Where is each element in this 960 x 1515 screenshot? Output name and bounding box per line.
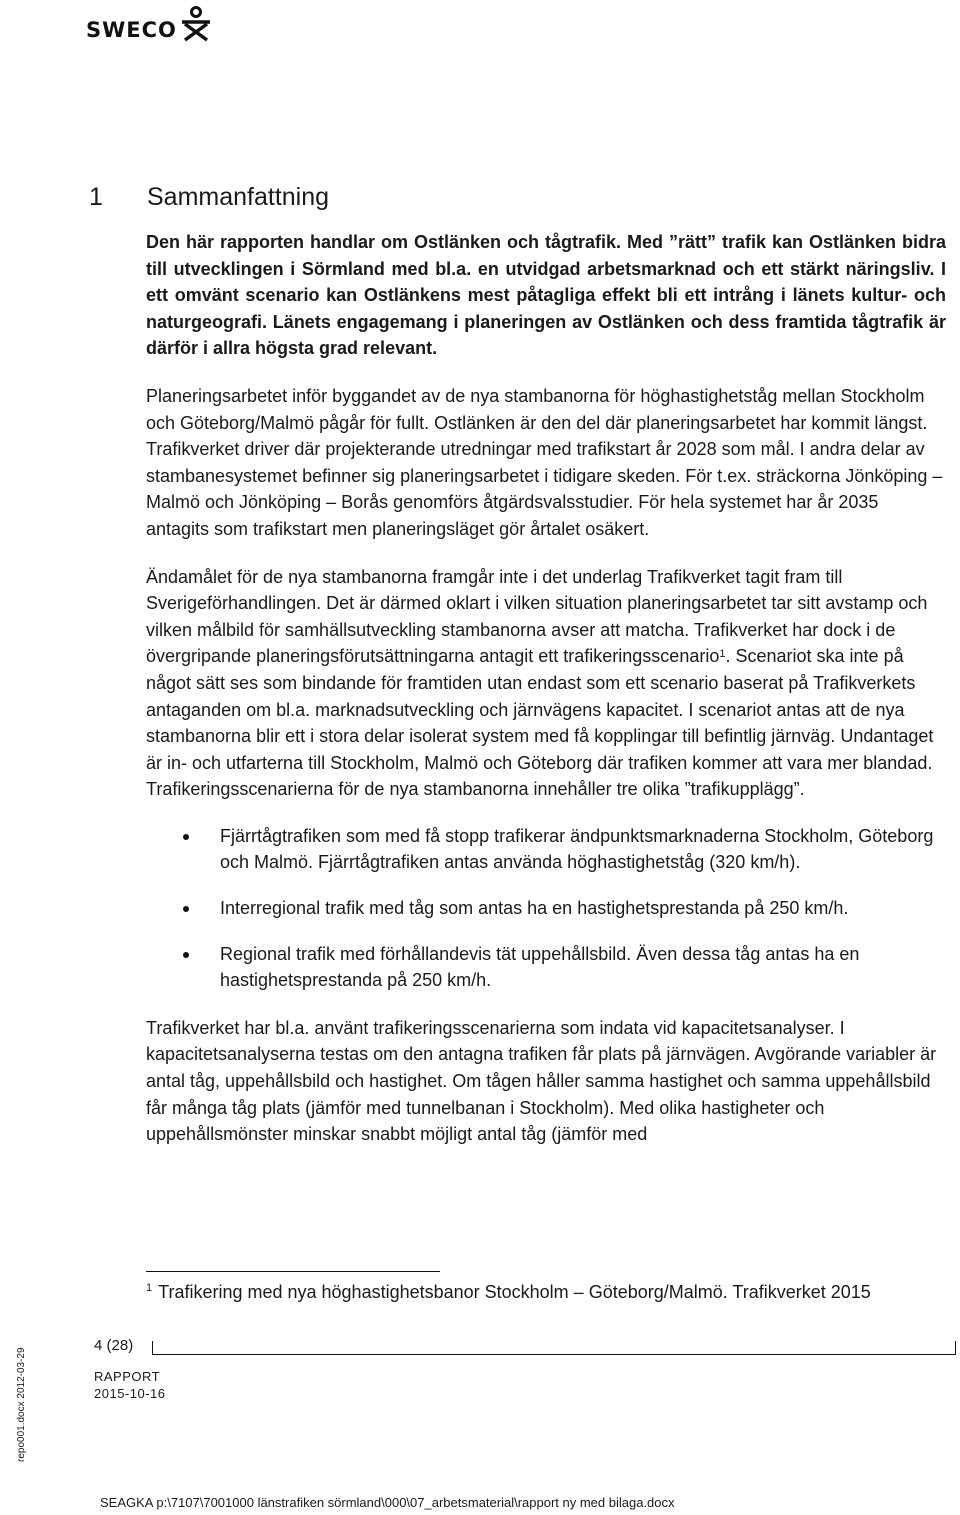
file-path: SEAGKA p:\7107\7001000 länstrafiken sörmland\000\07_arbetsmaterial\rapport ny med bilaga.docx [100, 1495, 675, 1510]
section-number: 1 [89, 183, 103, 211]
intro-paragraph: Den här rapporten handlar om Ostlänken och tågtrafik. Med ”rätt” trafik kan Ostlänken bidra till utvecklingen i Sörmland med bl.a. en utvidgad arbetsmarknad och ett stärkt näringsliv. I ett omvänt scenario kan Ostlänkens mest påtagliga effekt bli ett intrång i länets kultur- och naturgeografi. Länets engagemang i planeringen av Ostlänken och dess framtida tågtrafik är därför i allra högsta grad relevant. [146, 232, 946, 359]
traffic-types-list [146, 823, 946, 994]
footer-divider-right [955, 1341, 956, 1355]
paragraph-capacity: Trafikverket har bl.a. använt trafikeringsscenarierna som indata vid kapacitetsanalyser. I kapacitetsanalyserna testas om den antagna trafiken får plats på järnvägen. Avgörande variabler är antal tåg, uppehållsbild och hastighet. Om tågen håller samma hastighet och samma uppehållsbild får många tåg plats (jämför med tunnelbanan i Stockholm). Med olika hastigheter och uppehållsmönster minskar snabbt möjligt antal tåg (jämför med [146, 1017, 937, 1145]
bullet-icon [183, 834, 189, 840]
bullet-icon [183, 952, 189, 958]
footnote-separator [146, 1271, 440, 1272]
logo-text: SWECO [86, 18, 177, 42]
report-label: RAPPORT [94, 1369, 161, 1384]
footnote [146, 1280, 936, 1304]
sweco-figure-icon [179, 6, 213, 44]
paragraph-planning: Planeringsarbetet inför byggandet av de nya stambanorna för höghastighetståg mellan Stockholm och Göteborg/Malmö pågår för fullt. Ostlänken är den del där planeringsarbetet har kommit längst. Trafikverket driver där projekterande utredningar med trafikstart år 2028 som mål. I andra delar av stambanesystemet befinner sig planeringsarbetet i tidigare skeden. För t.ex. sträckorna Jönköping – Malmö och Jönköping – Borås genomförs åtgärdsvalsstudier. För hela systemet har år 2035 antagits som trafikstart men planeringsläget gör årtalet osäkert. [146, 385, 943, 539]
section-heading [89, 183, 329, 212]
footer-divider [152, 1354, 956, 1355]
paragraph-purpose-text-b: . Scenariot ska inte på något sätt ses som bindande för framtiden utan endast som ett scenario baserat på Trafikverkets antaganden om bl.a. marknadsutveckling och järnvägens kapacitet. I scenariot antas att de nya stambanorna blir ett i stora delar isolerat system med få kopplingar till befintlig järnväg. Undantaget är in- och utfarterna till Stockholm, Malmö och Göteborg där trafiken kommer att vara mer blandad. Trafikeringsscenarierna för de nya stambanorna innehåller tre olika ”trafikupplägg”. [146, 646, 934, 800]
footnote-mark: 1 [146, 1282, 153, 1294]
footer-divider-left [152, 1341, 153, 1355]
list-item-text: Regional trafik med förhållandevis tät uppehållsbild. Även dessa tåg antas ha en hastighetsprestanda på 250 km/h. [220, 943, 860, 991]
sweco-logo [86, 4, 213, 44]
list-item [146, 823, 946, 876]
bullet-icon [183, 906, 189, 912]
list-item-text: Interregional trafik med tåg som antas ha en hastighetsprestanda på 250 km/h. [220, 898, 849, 919]
body-content [146, 229, 946, 1148]
list-item-text: Fjärrtågtrafiken som med få stopp trafikerar ändpunktsmarknaderna Stockholm, Göteborg och Malmö. Fjärrtågtrafiken antas använda höghastighetståg (320 km/h). [220, 825, 934, 873]
paragraph-purpose-text-a: Ändamålet för de nya stambanorna framgår inte i det underlag Trafikverket tagit fram till Sverigeförhandlingen. Det är därmed oklart i vilken situation planeringsarbetet tar sitt avstamp och vilken målbild för samhällsutveckling stambanorna avser att matcha. Trafikverket har dock i de övergripande planeringsförutsättningarna antagit ett trafikeringsscenario [146, 566, 928, 667]
footnote-reference[interactable]: 1 [719, 648, 726, 661]
section-title: Sammanfattning [147, 183, 330, 211]
report-date: 2015-10-16 [94, 1386, 166, 1401]
template-id: repo001.docx 2012-03-29 [16, 1347, 27, 1462]
paragraph-purpose [146, 564, 946, 803]
list-item [146, 941, 946, 994]
page-number: 4 (28) [94, 1337, 134, 1354]
list-item [146, 895, 946, 922]
footnote-text: Trafikering med nya höghastighetsbanor Stockholm – Göteborg/Malmö. Trafikverket 2015 [158, 1282, 871, 1302]
